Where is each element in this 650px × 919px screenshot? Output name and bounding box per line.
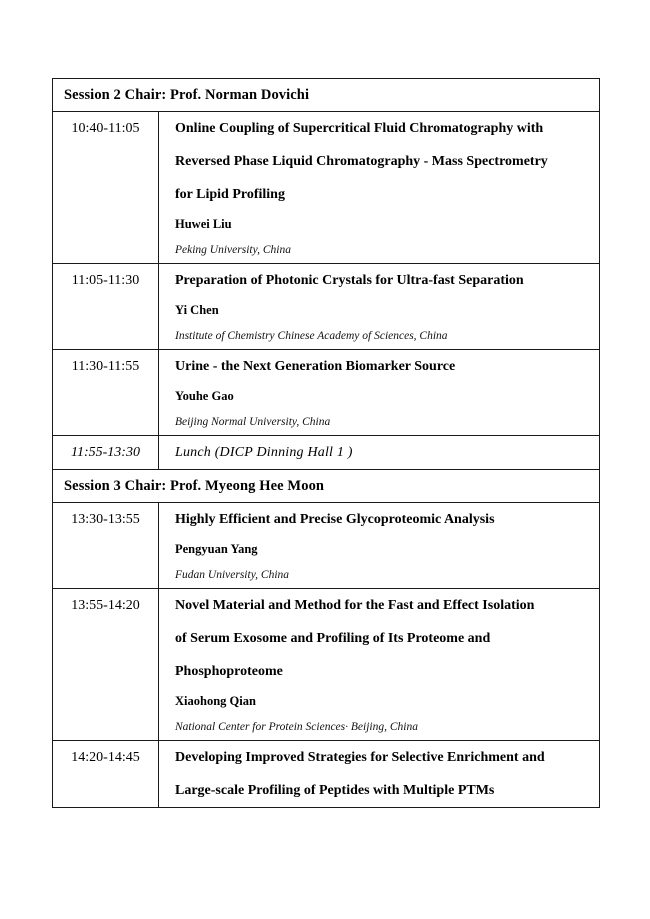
talk-time: 10:40-11:05 bbox=[53, 112, 159, 264]
talk-title-line: Preparation of Photonic Crystals for Ultra-fast Separation bbox=[175, 273, 524, 288]
talk-time: 11:05-11:30 bbox=[53, 264, 159, 350]
talk-details bbox=[159, 350, 600, 436]
break-row bbox=[53, 436, 600, 470]
break-label: Lunch (DICP Dinning Hall 1 ) bbox=[159, 436, 600, 470]
talk-title-line: Urine - the Next Generation Biomarker Source bbox=[175, 359, 456, 374]
break-time: 11:55-13:30 bbox=[53, 436, 159, 470]
talk-time: 13:55-14:20 bbox=[53, 589, 159, 741]
talk-details bbox=[159, 264, 600, 350]
talk-title-line: of Serum Exosome and Profiling of Its Proteome and bbox=[175, 631, 491, 646]
speaker-affiliation: National Center for Protein Sciences· Beijing, China bbox=[175, 721, 418, 733]
talk-title-line: for Lipid Profiling bbox=[175, 187, 285, 202]
talk-details bbox=[159, 741, 600, 808]
session-3-header: Session 3 Chair: Prof. Myeong Hee Moon bbox=[53, 470, 600, 503]
talk-title-line: Large-scale Profiling of Peptides with Multiple PTMs bbox=[175, 783, 495, 798]
talk-row bbox=[53, 350, 600, 436]
speaker-affiliation: Fudan University, China bbox=[175, 569, 290, 581]
talk-title-line: Reversed Phase Liquid Chromatography - Mass Spectrometry bbox=[175, 154, 548, 169]
speaker-name: Youhe Gao bbox=[175, 389, 234, 403]
talk-time: 13:30-13:55 bbox=[53, 503, 159, 589]
speaker-name: Pengyuan Yang bbox=[175, 542, 258, 556]
talk-row bbox=[53, 112, 600, 264]
speaker-affiliation: Peking University, China bbox=[175, 244, 291, 256]
speaker-name: Huwei Liu bbox=[175, 217, 232, 231]
talk-row bbox=[53, 264, 600, 350]
talk-row bbox=[53, 503, 600, 589]
talk-details bbox=[159, 503, 600, 589]
session-2-header: Session 2 Chair: Prof. Norman Dovichi bbox=[53, 79, 600, 112]
talk-time: 14:20-14:45 bbox=[53, 741, 159, 808]
talk-details bbox=[159, 112, 600, 264]
speaker-affiliation: Beijing Normal University, China bbox=[175, 416, 331, 428]
talk-time: 11:30-11:55 bbox=[53, 350, 159, 436]
talk-details bbox=[159, 589, 600, 741]
speaker-affiliation: Institute of Chemistry Chinese Academy of Sciences, China bbox=[175, 330, 448, 342]
speaker-name: Xiaohong Qian bbox=[175, 694, 256, 708]
talk-title-line: Phosphoproteome bbox=[175, 664, 283, 679]
talk-title-line: Online Coupling of Supercritical Fluid Chromatography with bbox=[175, 121, 544, 136]
talk-title-line: Developing Improved Strategies for Selective Enrichment and bbox=[175, 750, 545, 765]
talk-title-line: Highly Efficient and Precise Glycoproteomic Analysis bbox=[175, 512, 495, 527]
conference-program-table bbox=[52, 78, 600, 808]
talk-title-line: Novel Material and Method for the Fast and Effect Isolation bbox=[175, 598, 535, 613]
talk-row bbox=[53, 741, 600, 808]
talk-row bbox=[53, 589, 600, 741]
speaker-name: Yi Chen bbox=[175, 303, 219, 317]
session-2-header-row bbox=[53, 79, 600, 112]
session-3-header-row bbox=[53, 470, 600, 503]
